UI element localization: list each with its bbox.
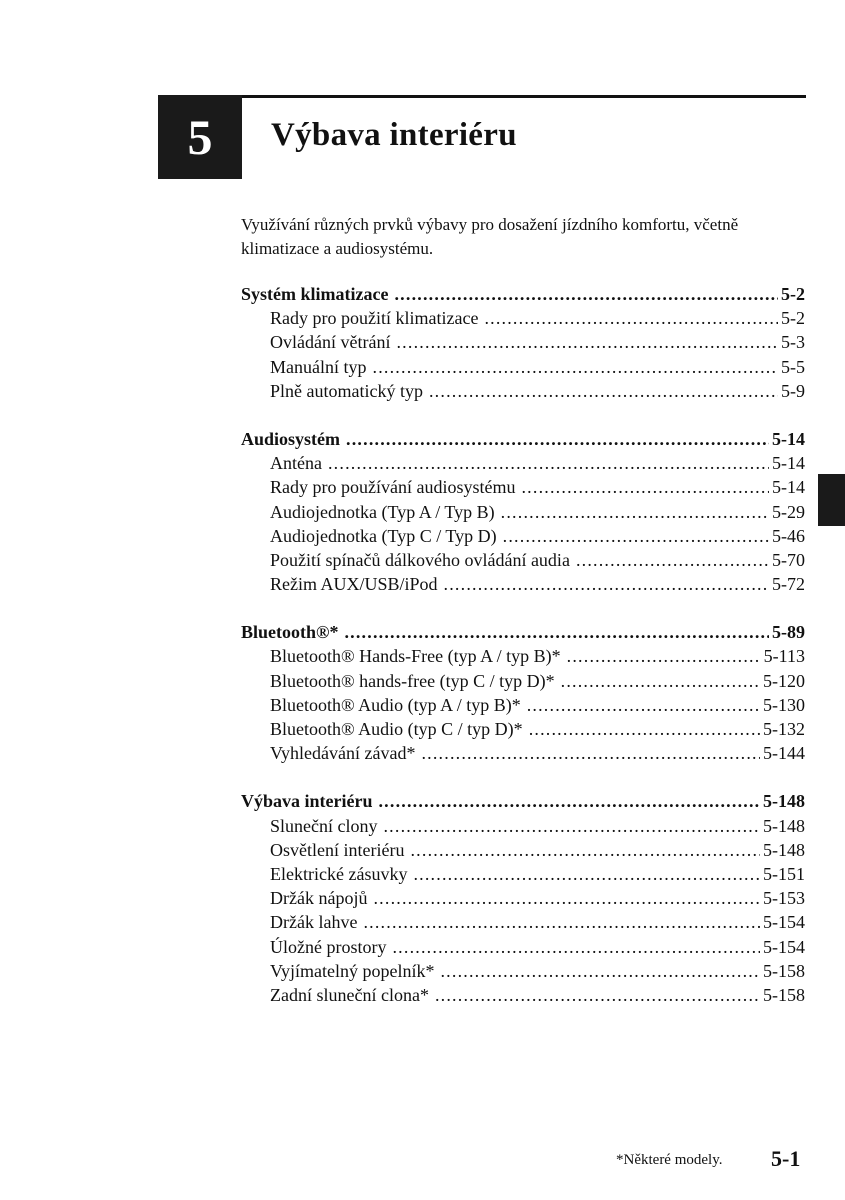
toc-entry[interactable] xyxy=(241,912,805,936)
toc-page-number: 5-2 xyxy=(781,308,805,329)
dot-leader xyxy=(503,526,769,547)
dot-leader xyxy=(567,646,761,667)
toc-section xyxy=(241,284,805,405)
toc-entry[interactable] xyxy=(241,961,805,985)
dot-leader xyxy=(363,912,760,933)
chapter-number: 5 xyxy=(187,109,213,165)
toc-page-number: 5-14 xyxy=(772,453,805,474)
toc-entry-label: Rady pro použití klimatizace xyxy=(270,308,479,329)
toc-entry-label: Bluetooth® hands-free (typ C / typ D)* xyxy=(270,670,555,691)
toc-page-number: 5-70 xyxy=(772,549,805,570)
toc-page-number: 5-29 xyxy=(772,501,805,522)
toc-entry-label: Audiojednotka (Typ C / Typ D) xyxy=(270,525,497,546)
toc-page-number: 5-3 xyxy=(781,332,805,353)
toc-page-number: 5-154 xyxy=(763,936,805,957)
toc-entry-label: Vyhledávání závad* xyxy=(270,743,416,764)
toc-page-number: 5-130 xyxy=(763,694,805,715)
footnote: *Některé modely. xyxy=(616,1152,723,1168)
toc-page-number: 5-158 xyxy=(763,960,805,981)
toc-page-number: 5-154 xyxy=(763,912,805,933)
toc-entry[interactable] xyxy=(241,695,805,719)
dot-leader xyxy=(410,840,760,861)
dot-leader xyxy=(444,574,769,595)
toc-entry-label: Plně automatický typ xyxy=(270,380,423,401)
dot-leader xyxy=(484,308,778,329)
toc-entry[interactable] xyxy=(241,719,805,743)
toc-section-heading[interactable] xyxy=(241,284,805,308)
toc-entry-label: Použití spínačů dálkového ovládání audia xyxy=(270,549,570,570)
dot-leader xyxy=(344,622,769,643)
toc-page-number: 5-153 xyxy=(763,888,805,909)
toc-entry[interactable] xyxy=(241,574,805,598)
toc-entry-label: Osvětlení interiéru xyxy=(270,839,405,860)
toc-page-number: 5-9 xyxy=(781,380,805,401)
toc-entry[interactable] xyxy=(241,671,805,695)
toc-entry-label: Audiojednotka (Typ A / Typ B) xyxy=(270,501,495,522)
dot-leader xyxy=(529,719,760,740)
toc-page-number: 5-148 xyxy=(763,791,805,812)
toc-heading-label: Systém klimatizace xyxy=(241,284,389,304)
toc-entry-label: Bluetooth® Audio (typ A / typ B)* xyxy=(270,694,521,715)
toc-page-number: 5-148 xyxy=(763,839,805,860)
toc-entry[interactable] xyxy=(241,526,805,550)
chapter-number-box xyxy=(158,95,242,179)
toc-page-number: 5-158 xyxy=(763,984,805,1005)
toc-entry[interactable] xyxy=(241,453,805,477)
toc-page-number: 5-14 xyxy=(772,477,805,498)
dot-leader xyxy=(527,695,760,716)
toc-section xyxy=(241,429,805,598)
dot-leader xyxy=(378,791,760,812)
toc-entry[interactable] xyxy=(241,888,805,912)
dot-leader xyxy=(521,477,769,498)
toc-entry[interactable] xyxy=(241,357,805,381)
toc-entry-label: Režim AUX/USB/iPod xyxy=(270,574,438,595)
toc-entry-label: Držák lahve xyxy=(270,912,358,933)
dot-leader xyxy=(373,357,779,378)
toc-entry-label: Úložné prostory xyxy=(270,936,387,957)
toc-heading-label: Výbava interiéru xyxy=(241,791,373,812)
toc-page-number: 5-72 xyxy=(772,574,805,595)
toc-entry[interactable] xyxy=(241,743,805,767)
dot-leader xyxy=(429,381,778,402)
toc-section xyxy=(241,622,805,767)
page-number: 5-1 xyxy=(771,1146,801,1171)
toc-entry-label: Vyjímatelný popelník* xyxy=(270,960,435,981)
chapter-side-tab xyxy=(818,474,845,526)
dot-leader xyxy=(328,453,769,474)
toc-entry[interactable] xyxy=(241,864,805,888)
toc-page-number: 5-46 xyxy=(772,525,805,546)
toc-entry[interactable] xyxy=(241,816,805,840)
toc-section-heading[interactable] xyxy=(241,622,805,646)
toc-page-number: 5-113 xyxy=(763,646,805,667)
chapter-intro: Využívání různých prvků výbavy pro dosažení jízdního komfortu, včetně klimatizace a audiosystému. xyxy=(241,215,739,258)
toc-entry[interactable] xyxy=(241,308,805,332)
toc-page-number: 5-151 xyxy=(763,863,805,884)
dot-leader xyxy=(413,864,760,885)
toc-entry-label: Držák nápojů xyxy=(270,888,368,909)
toc-page-number: 5-120 xyxy=(763,670,805,691)
toc-section xyxy=(241,791,805,1009)
toc-heading-label: Bluetooth®* xyxy=(241,622,339,643)
chapter-title: Výbava interiéru xyxy=(271,117,517,153)
dot-leader xyxy=(435,985,760,1006)
header-rule xyxy=(158,95,806,98)
toc-page-number: 5-89 xyxy=(772,622,805,643)
dot-leader xyxy=(383,816,760,837)
toc-page-number: 5-148 xyxy=(763,815,805,836)
toc-entry-label: Rady pro používání audiosystému xyxy=(270,477,516,498)
toc-entry-label: Elektrické zásuvky xyxy=(270,863,408,884)
dot-leader xyxy=(394,284,778,305)
dot-leader xyxy=(421,743,760,764)
toc-page-number: 5-14 xyxy=(772,428,805,449)
toc-entry[interactable] xyxy=(241,840,805,864)
toc-section-heading[interactable] xyxy=(241,791,805,815)
toc-entry[interactable] xyxy=(241,477,805,501)
dot-leader xyxy=(396,332,778,353)
toc-page-number: 5-5 xyxy=(781,356,805,377)
toc-entry[interactable] xyxy=(241,646,805,670)
toc-entry[interactable] xyxy=(241,937,805,961)
dot-leader xyxy=(561,671,760,692)
dot-leader xyxy=(346,429,769,450)
dot-leader xyxy=(501,502,769,523)
toc-page-number: 5-144 xyxy=(763,743,805,764)
toc-entry-label: Bluetooth® Audio (typ C / typ D)* xyxy=(270,719,523,739)
dot-leader xyxy=(440,961,760,982)
toc-entry[interactable] xyxy=(241,502,805,526)
toc-entry-label: Sluneční clony xyxy=(270,815,378,836)
toc-page-number: 5-2 xyxy=(781,284,805,304)
dot-leader xyxy=(576,550,769,571)
dot-leader xyxy=(392,937,760,958)
toc-heading-label: Audiosystém xyxy=(241,428,341,449)
dot-leader xyxy=(373,888,760,909)
toc-entry[interactable] xyxy=(241,332,805,356)
toc-page-number: 5-132 xyxy=(763,719,805,739)
toc-entry-label: Ovládání větrání xyxy=(270,332,391,353)
toc-entry-label: Manuální typ xyxy=(270,356,367,377)
toc-entry-label: Anténa xyxy=(270,453,322,474)
toc-section-heading[interactable] xyxy=(241,429,805,453)
toc-entry[interactable] xyxy=(241,550,805,574)
toc-entry-label: Zadní sluneční clona* xyxy=(270,984,429,1005)
toc-entry-label: Bluetooth® Hands-Free (typ A / typ B)* xyxy=(270,646,561,667)
toc-entry[interactable] xyxy=(241,985,805,1009)
table-of-contents xyxy=(241,284,805,1033)
toc-entry[interactable] xyxy=(241,381,805,405)
